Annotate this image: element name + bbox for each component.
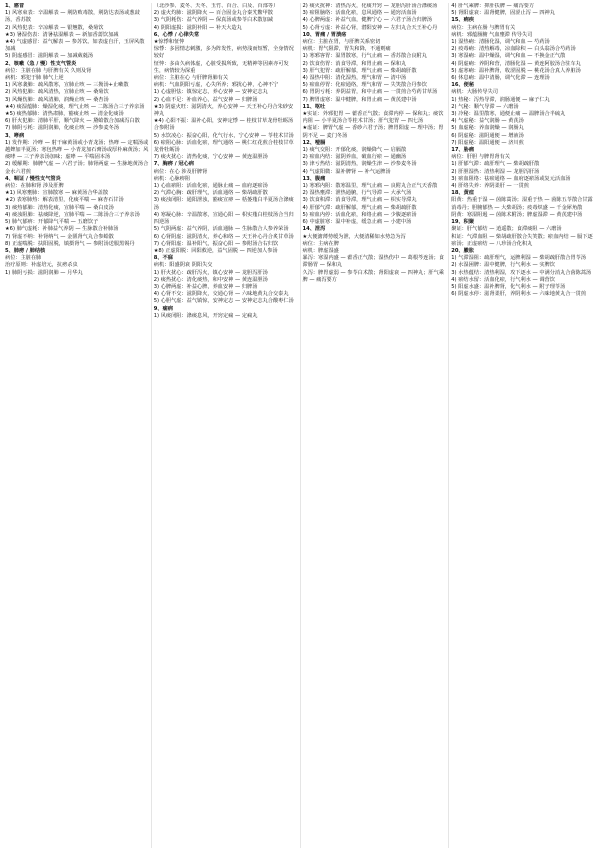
text-line: 7) 痰火扰心：清热化痰，宁心安神 — 黄连温胆汤 — [153, 154, 268, 161]
text-line: 病机：气血阴阳亏虚，心失所养；邪扰心神，心神不宁 — [153, 82, 279, 89]
text-line: 病位：主病在肠 与脾胃有关 — [451, 24, 516, 31]
text-line: 2) 疫毒痢：清热解毒，凉血除积 — 白头翁汤合芍药汤 — [451, 46, 576, 53]
text-line: 2) 气滞心胸：疏肝理气，活血通络 — 柴胡疏肝散 — [153, 190, 268, 197]
text-line: 4) 阴虚痢：养阴和营，清肠化湿 — 黄连阿胶汤合驻车丸 — [451, 60, 581, 67]
text-line: 怔忡：多由久病体虚，心脏受损所致，无精神等因素亦可发生，病情较为深重 — [153, 60, 289, 74]
text-line: 2) 缓解期：肺脾气虚 — 六君子汤；肺肾两虚 — 生脉地黄汤合金水六君煎 — [5, 161, 149, 175]
text-line: 久泻：脾胃虚弱 — 参苓白术散；肾阳虚衰 — 四神丸；肝气乘脾 — 痛泻要方 — [302, 269, 444, 283]
text-line: 7、胸痹 / 冠心病 — [153, 161, 194, 168]
text-line: ★6) 肺气虚耗：补肺益气养阴 — 生脉散合补肺汤 — [5, 226, 119, 233]
text-line: ★虚证：脾胃气虚 — 香砂六君子汤；脾胃阳虚 — 理中汤；胃阴不足 — 麦门冬汤 — [302, 125, 444, 139]
text-line: 3) 寒湿痢：温中燥湿，调气和血 — 不换金正气散 — [451, 53, 566, 60]
text-line: 11、呕吐 — [302, 103, 326, 110]
text-line: 1) 热秘：泻热导滞，润肠通便 — 麻子仁丸 — [451, 96, 550, 103]
text-line: 20、臌胀 — [451, 247, 475, 254]
text-line: 病机：阳盛阴衰 阴阳失交 — [153, 262, 213, 269]
text-line: ★惊悸和怔忡 — [153, 39, 185, 46]
text-line: 阴黄：寒湿阻遏 — 茵陈术附汤；脾虚湿滞 — 黄芪建中汤 — [451, 211, 583, 218]
text-line: 1) 肝郁气滞：疏肝理气 — 柴胡疏肝散 — [451, 161, 540, 168]
text-line: 4) 肝郁气滞：疏肝解郁，理气止痛 — 柴胡疏肝散 — [302, 204, 417, 211]
text-line: 病位：主病在脾 — [302, 240, 339, 247]
text-line: 3) 瘀血阻络：祛瘀通络 — 血府逐瘀汤或复元活血汤 — [451, 175, 571, 182]
text-line: 15、痢疾 — [451, 17, 475, 24]
text-line: 14、泄泻 — [302, 226, 326, 233]
text-line: 病机：大肠传导失司 — [451, 89, 498, 96]
text-line: 2) 水湿困脾：温中健脾，行气利水 — 实脾饮 — [451, 262, 555, 269]
text-line: 6) 阴虚水停：滋肾柔肝，养阴利水 — 六味地黄丸合一贯煎 — [451, 291, 587, 298]
text-line: 4) 气虚阳微：温补脾肾 — 补气运脾汤 — [302, 168, 391, 175]
text-line: 6) 阴虚秘：滋阴通便 — 增液汤 — [451, 132, 524, 139]
text-line: 2) 痰热扰心：清化痰热，和中安神 — 黄连温胆汤 — [153, 276, 268, 283]
text-line: ★大便溏薄势缓为泄，大便清稀如水势急为泻 — [302, 233, 406, 240]
text-line: 4) 寒凝心脉：辛温散寒，宣通心阳 — 枳实薤白桂枝汤合当归四逆汤 — [153, 211, 294, 226]
text-line: 6) 中虚脏寒：温中补虚，缓急止痛 — 小建中汤 — [302, 219, 412, 226]
text-line: 17、胁痛 — [451, 147, 475, 154]
text-line: 2) 心血不足：补血养心，益气安神 — 归脾汤 — [153, 96, 258, 103]
text-line: 3) 津亏热结：滋阴清热，润燥生津 — 沙参麦冬汤 — [302, 161, 417, 168]
text-line: 1) 气滞湿阻：疏肝理气，运脾利湿 — 柴胡疏肝散合胃苓汤 — [451, 255, 587, 262]
text-line: 5) 血虚秘：养血润燥 — 润肠丸 — [451, 125, 524, 132]
text-line: 4) 瘀结水留：活血化瘀，行气利水 — 调营饮 — [451, 276, 555, 283]
text-column-4 — [449, 3, 597, 848]
text-line: 1) 湿热痢：清肠化湿，调气和血 — 芍药汤 — [451, 39, 550, 46]
text-line: 5) 瘀血停胃：化瘀通络，理气和胃 — 失笑散合丹参饮 — [302, 82, 427, 89]
text-line: 2) 风热犯表：辛凉解表 — 银翘散，桑菊饮 — [5, 24, 104, 31]
text-line: 2、咳嗽（急 / 慢）性支气管炎 — [5, 60, 77, 67]
text-line: 1、感冒 — [5, 3, 25, 9]
text-line: 5) 阳虚水盛：温补脾肾，化气利水 — 附子理苓汤 — [451, 283, 566, 290]
text-line: 3) 瘀阻脑络：活血化瘀，息风通络 — 通窍活血汤 — [302, 10, 417, 17]
text-line: 18、黄疸 — [451, 190, 475, 197]
text-line: 2) 虚火灼肺：滋阴降火 — 百合固金丸合秦艽鳖甲散 — [153, 10, 273, 17]
text-line: 6) 瘀阻心脉：活血化瘀，理气通络 — 桃仁红花煎合桂枝甘草龙骨牡蛎汤 — [153, 139, 294, 154]
text-line: 6) 胃阴亏耗：养阴益胃，和中止痛 — 一贯煎合芍药甘草汤 — [302, 89, 438, 96]
text-line: 16、便秘 — [451, 82, 475, 89]
text-line: 4) 心肾不交：滋阴降火，交通心肾 — 六味地黄丸合交泰丸 — [153, 291, 289, 298]
text-line: 病位：主脏在心 与肝脾肾肺有关 — [153, 75, 229, 82]
text-line: ★4) 心阳不振：温补心阳，安神定悸 — 桂枝甘草龙骨牡蛎汤合参附汤 — [153, 118, 294, 132]
text-line: 3) 痰热郁肺：清热化痰，宣肺平喘 — 桑白皮汤 — [5, 204, 114, 211]
text-line: 2) 风热犯肺：疏风清热，宣肺止咳 — 桑菊饮 — [5, 89, 109, 96]
text-line: 3、哮病 — [5, 132, 25, 139]
text-column-3 — [301, 3, 450, 848]
text-line: 4) 气虚秘：益气润肠 — 黄芪汤 — [451, 118, 524, 125]
text-line: 5) 心肾亏虚：补益心肾，潜阳安神 — 左归丸合天王补心丹 — [302, 24, 438, 31]
text-line: 5) 阴虚感冒：滋阴解表 — 加减葳蕤汤 — [5, 53, 94, 60]
text-line: 病位：在肺和肾 涉及肝脾 — [5, 183, 64, 190]
text-line: 2) 气秘：顺气导滞 — 六磨汤 — [451, 103, 519, 110]
text-line: 3) 心脾两虚：补益心脾，养血安神 — 归脾汤 — [153, 283, 258, 290]
text-line: 积证：气滞血阻 — 柴胡疏肝散合失笑散；瘀血内结 — 膈下逐瘀汤；正虚瘀结 — 八珍汤合化积丸 — [451, 233, 593, 247]
text-line: 3) 水热蕴结：清热利湿，攻下逐水 — 中满分消丸合茵陈蒿汤 — [451, 269, 592, 276]
text-line: 1) 发作期：冷哮 — 射干麻黄汤或小青龙汤；热哮 — 定喘汤或越婢加半夏汤；寒包热哮 — 小青龙加石膏汤或厚朴麻黄汤；风痰哮 — 三子养亲汤加味；虚哮 — 平喘固本汤 — [5, 139, 149, 161]
text-line: ★8) 正虚阳脱：回阳救逆，益气固脱 — 四逆加人参汤 — [153, 247, 278, 254]
text-line: 2) 湿热壅滞：泄热通腑，行气导滞 — 大承气汤 — [302, 190, 412, 197]
text-line: 2) 痰火扰神：清热泻火，化痰开窍 — 龙胆泻肝汤合涤痰汤 — [302, 3, 438, 9]
text-line: 病位：主脏在肺 与肝脾有关 久则及肾 — [5, 67, 92, 74]
text-line: 病位：肝胆 与脾胃肾有关 — [451, 154, 510, 161]
text-line: 聚证：肝气郁结 — 逍遥散；食滞痰阻 — 六磨汤 — [451, 226, 562, 233]
text-line: 4) 痰浊阻肺：祛痰降逆，宣肺平喘 — 二陈汤合三子养亲汤 — [5, 211, 140, 218]
text-line: 6) 心肾阴虚：滋阴清火，养心和络 — 天王补心丹合炙甘草汤 — [153, 233, 294, 240]
text-line: ★3) 阴虚火旺：滋阴清火，养心安神 — 天王补心丹合朱砂安神丸 — [153, 103, 294, 118]
text-line: 病位：主脏在胃，与肝脾关系密切 — [302, 39, 381, 46]
text-line: 病机：邪犯于肺 肺气上逆 — [5, 75, 64, 82]
text-line: 5) 肺气郁痹：开郁降气平喘 — 五磨饮子 — [5, 219, 99, 226]
text-line: 3) 气阴耗伤：益气养阴 — 保真汤或参苓白术散加减 — [153, 17, 273, 24]
text-line: 5) 虚寒痢：温补脾肾，收涩固脱 — 桃花汤合真人养脏汤 — [451, 67, 581, 74]
text-line: 5) 水饮凌心：振奋心阳，化气行水，宁心安神 — 苓桂术甘汤 — [153, 132, 294, 139]
text-line: ★4) 痰湿蕴肺：燥湿化痰，理气止咳 — 二陈汤合三子养亲汤 — [5, 103, 145, 110]
text-line: 5) 瘀血内停：活血化瘀，和络止痛 — 少腹逐瘀汤 — [302, 211, 417, 218]
text-line: 4) 肝气乘脾：抑肝扶脾 — 痛泻要方 — [451, 3, 535, 9]
text-line: 12、噎膈 — [302, 139, 326, 146]
text-line: 6) 休息痢：温中清肠，调气化滞 — 连理汤 — [451, 75, 550, 82]
text-column-1 — [3, 3, 152, 848]
text-line: 4) 阴阳虚损：滋阴补阳 — 补天大造丸 — [153, 24, 242, 31]
text-line: 病机：邪蕴肠腑 气血壅滞 传导失司 — [451, 31, 533, 38]
text-line: 2) 肝胆湿热：清热利湿 — 龙胆泻肝汤 — [451, 168, 540, 175]
text-line: ★实证：外邪犯胃 — 藿香正气散；食滞内停 — 保和丸；痰饮内阻 — 小半夏汤合苓桂术甘汤；肝气犯胃 — 四七汤 — [302, 111, 444, 125]
text-line: ★2) 表寒肺热：解表清里，化痰平喘 — 麻杏石甘汤 — [5, 197, 124, 204]
text-line: 病位：主脏在肺 — [5, 255, 42, 262]
text-line: 惊悸：多因情志刺激，多为阵发性，病势浅而短暂，全身情况较好 — [153, 46, 294, 60]
text-line: 1) 痰气交阻：开郁化痰，润燥降气 — 启膈散 — [302, 147, 407, 154]
text-line: ★4) 气虚感冒：益气解表 — 参苏饮。如表虚自汗，玉屏风散加减 — [5, 39, 145, 53]
text-line: 5) 肾阳虚衰：温肾健脾，固涩止泻 — 四神丸 — [451, 10, 555, 17]
text-line: 1) 心虚胆怯：镇惊定志，养心安神 — 安神定志丸 — [153, 89, 268, 96]
text-line: 4) 肝络失养：养阴柔肝 — 一贯煎 — [451, 183, 529, 190]
text-line: 13、腹痛 — [302, 175, 326, 182]
text-line: 1) 风寒袭肺：疏风散寒，宣肺止咳 — 三拗汤+止嗽散 — [5, 82, 129, 89]
text-line: 1) 寒邪内阻：散寒温里，理气止痛 — 良附丸合正气天香散 — [302, 183, 438, 190]
text-line: 1) 寒邪客胃：温胃散寒，行气止痛 — 香苏散合良附丸 — [302, 53, 427, 60]
text-line: 暴泻：寒湿内盛 — 藿香正气散；湿热伤中 — 葛根芩连汤；食滞肠胃 — 保和丸 — [302, 255, 444, 269]
text-line: 4、喘证 / 慢性支气管炎 — [5, 175, 61, 182]
text-line: 治疗原则：补虚培元，抗痨杀虫 — [5, 262, 78, 269]
text-line: 病机：心脉痹阻 — [153, 175, 191, 182]
text-line: ★1) 风寒壅肺：宣肺散寒 — 麻黄汤合华盖散 — [5, 190, 109, 197]
text-line: 3) 冷秘：温里散寒，通便止痛 — 温脾汤合半硫丸 — [451, 111, 566, 118]
text-line: 阳黄：热重于湿 — 茵陈蒿汤；湿重于热 — 茵陈五苓散合甘露消毒丹；胆腑郁热 — 大柴胡汤；疫毒炽盛 — 千金犀角散 — [451, 197, 593, 211]
text-line: 1) 肝火扰心：疏肝泻火，镇心安神 — 龙胆泻肝汤 — [153, 269, 268, 276]
text-line: 3) 饮食积滞：消食导滞，理气止痛 — 枳实导滞丸 — [302, 197, 417, 204]
text-line: 3) 风燥伤肺：疏风清肺，润燥止咳 — 桑杏汤 — [5, 96, 109, 103]
text-line: 3) 肝气犯胃：疏肝解郁，理气止痛 — 柴胡疏肝散 — [302, 67, 417, 74]
text-line: 5、肺痨 / 肺结核 — [5, 247, 46, 254]
text-line: 7) 肾虚不纳：补肾纳气 — 金匮肾气丸合参蛤散 — [5, 233, 114, 240]
text-line: 1) 肺阴亏损：滋阴润肺 — 月华丸 — [5, 269, 83, 276]
text-line: 8、不寐 — [153, 255, 173, 262]
text-line: 7) 心肾阳虚：温补阳气，振奋心阳 — 参附汤合右归饮 — [153, 240, 279, 247]
text-line: 4) 湿热中阻：清化湿热，理气和胃 — 清中汤 — [302, 75, 407, 82]
text-line: ★5) 痰热郁肺：清热肃肺，豁痰止咳 — 清金化痰汤 — [5, 111, 124, 118]
text-line: 10、胃痛 / 胃溃疡 — [302, 31, 347, 38]
text-line: ★3) 暑湿伤表：清暑祛湿解表 — 新加香薷饮加减 — [5, 31, 119, 38]
text-line: 1) 风痰闭阻：涤痰息风，开窍定痫 — 定痫丸 — [153, 312, 258, 319]
text-line: 3) 痰浊闭阻：通阳泄浊，豁痰宣痹 — 栝蒌薤白半夏汤合涤痰汤 — [153, 197, 294, 211]
text-line: 8) 正虚喘脱：扶阳固脱，镇摄肾气 — 参附汤送服黑锡丹 — [5, 240, 135, 247]
text-line: 19、积聚 — [451, 219, 475, 226]
text-line: 5) 心胆气虚：益气镇惊，安神定志 — 安神定志丸合酸枣仁汤 — [153, 298, 294, 305]
text-line: 2) 瘀血内结：滋阴养血，破血行瘀 — 通幽汤 — [302, 154, 407, 161]
text-line: 病机：脾虚湿盛 — [302, 247, 339, 254]
text-line: 7) 脾胃虚寒：温中健脾，和胃止痛 — 黄芪建中汤 — [302, 96, 417, 103]
text-line: 2) 饮食伤胃：消食导滞，和胃止痛 — 保和丸 — [302, 60, 407, 67]
text-line: 病机：胃气阻滞，胃失和降，不通则痛 — [302, 46, 391, 53]
text-line: 7) 肺阴亏耗：滋阴润肺，化痰止咳 — 沙参麦冬汤 — [5, 125, 120, 132]
text-line: 病位：在心 涉及肝脾肾 — [153, 168, 208, 175]
text-line: 1) 心血瘀阻：活血化瘀，通脉止痛 — 血府逐瘀汤 — [153, 183, 268, 190]
text-line: 1) 风寒束表：辛温解表 — 荆防败毒散，荆防达表汤或葱豉汤，香苏散 — [5, 10, 140, 24]
text-line: 7) 阳虚秘：温阳通便 — 济川煎 — [451, 139, 524, 146]
text-line: 9、痫病 — [153, 305, 173, 312]
text-line: （北沙参、麦冬、天冬、玉竹、百合、白及、百部等） — [153, 3, 279, 9]
text-line: 5) 气阴两虚：益气养阴，活血通脉 — 生脉散合人参养荣汤 — [153, 226, 289, 233]
text-line: 4) 心脾两虚：补益气血，健脾宁心 — 六君子汤合归脾汤 — [302, 17, 433, 24]
text-line: 6、心悸 / 心律失常 — [153, 31, 200, 38]
text-line: 6) 肝火犯肺：清肺平肝，顺气降火 — 黛蛤散合加减泻白散 — [5, 118, 140, 125]
text-column-2 — [152, 3, 301, 848]
